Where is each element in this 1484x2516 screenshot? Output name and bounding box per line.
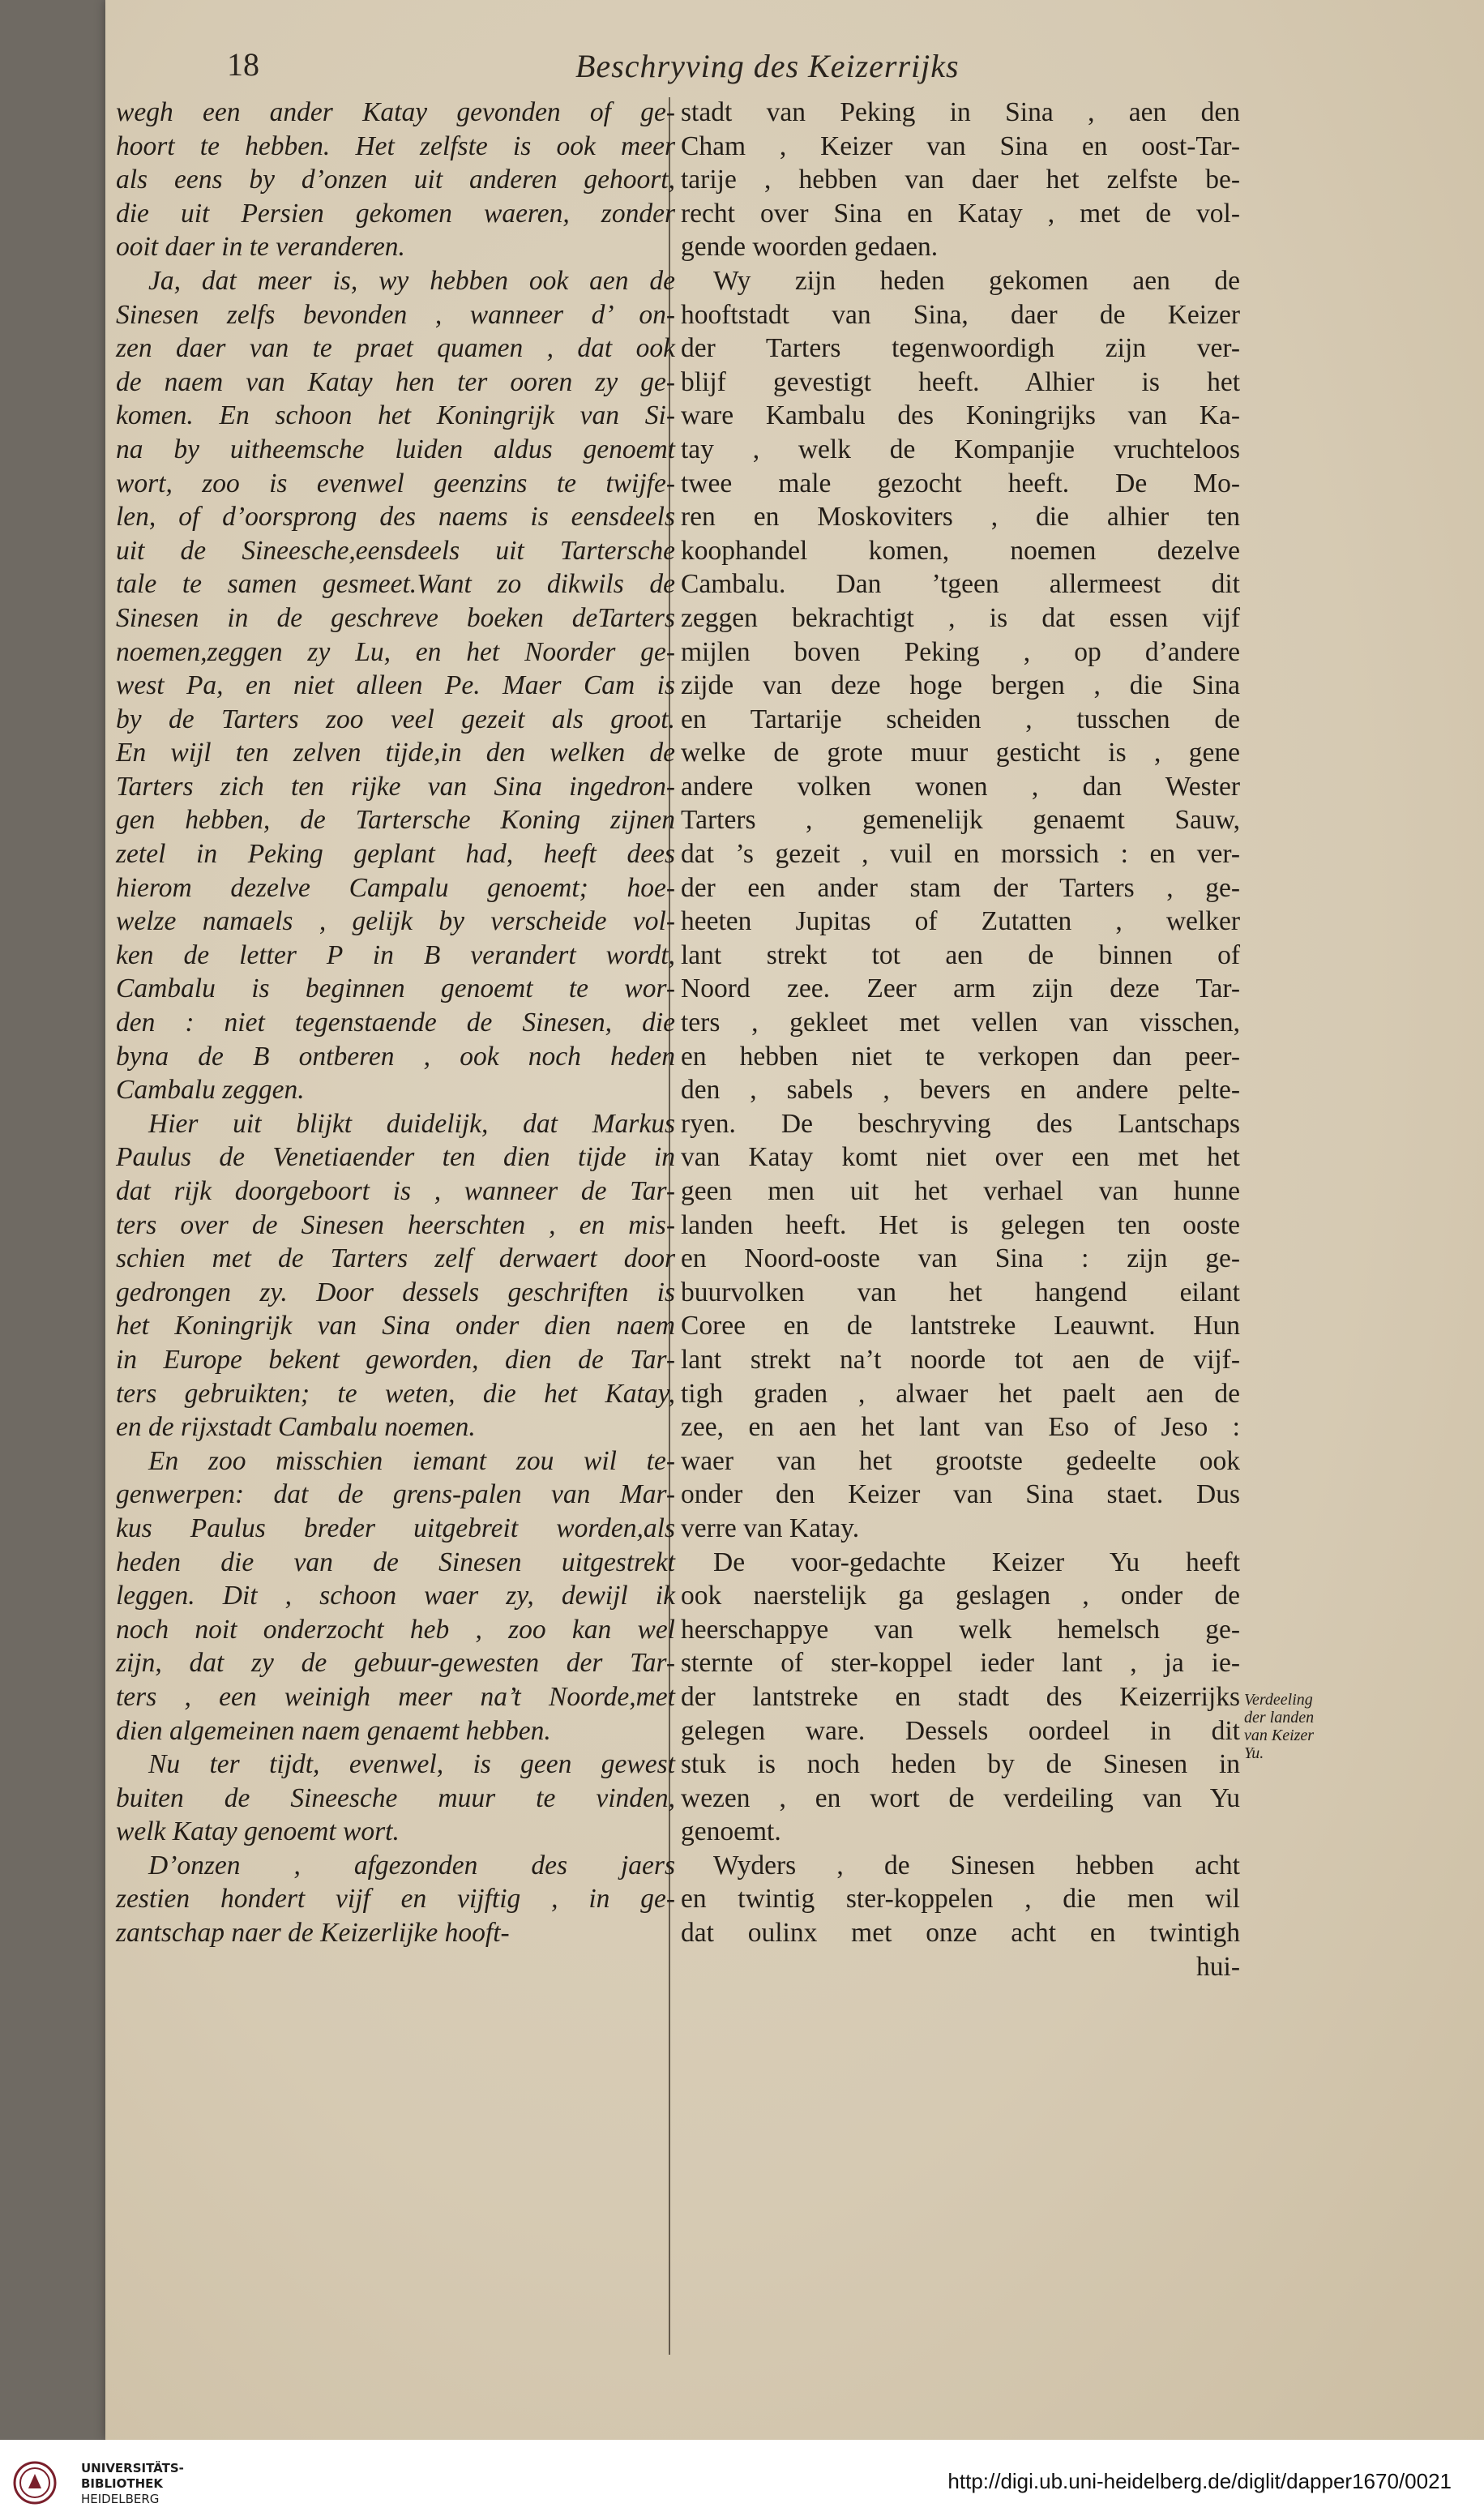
text-line: zantschap naer de Keizerlijke hooft- xyxy=(116,1918,510,1949)
text-line: Hier uit blijkt duidelijk, dat Markus xyxy=(148,1108,675,1139)
right-column xyxy=(681,96,1240,1983)
text-line: die uit Persien gekomen waeren, zonder xyxy=(116,198,675,229)
text-line: der een ander stam der Tarters , ge- xyxy=(681,872,1240,903)
text-line: byna de B ontberen , ook noch heden xyxy=(116,1041,675,1072)
page-number: 18 xyxy=(227,46,259,83)
text-line: tale te samen gesmeet.Want zo dikwils de xyxy=(116,569,675,600)
text-line: En wijl ten zelven tijde,in den welken de xyxy=(116,738,675,768)
text-line: der lantstreke en stadt des Keizerrijks xyxy=(681,1681,1240,1712)
text-line: hoort te hebben. Het zelfste is ook meer xyxy=(116,131,675,161)
text-line: den : niet tegenstaende de Sinesen, die xyxy=(116,1008,675,1038)
text-line: Ja, dat meer is, wy hebben ook aen de xyxy=(148,265,675,296)
university-seal-icon xyxy=(13,2461,57,2505)
text-line: verre van Katay. xyxy=(681,1513,860,1543)
text-line: Cambalu is beginnen genoemt te wor- xyxy=(116,973,675,1004)
text-line: zetel in Peking geplant had, heeft dees xyxy=(116,839,675,870)
text-line: zestien hondert vijf en vijftig , in ge- xyxy=(116,1884,675,1915)
text-line: Coree en de lantstreke Leauwnt. Hun xyxy=(681,1311,1240,1341)
text-line: komen. En schoon het Koningrijk van Si- xyxy=(116,400,675,431)
text-line: der Tarters tegenwoordigh zijn ver- xyxy=(681,333,1240,364)
marginal-note-line: Yu. xyxy=(1244,1744,1264,1762)
text-line: heerschappye van welk hemelsch ge- xyxy=(681,1614,1240,1645)
marginal-note-line: der landen xyxy=(1244,1709,1315,1727)
library-line: HEIDELBERG xyxy=(81,2492,160,2506)
text-line: na by uitheemsche luiden aldus genoemt xyxy=(116,434,675,464)
text-line: dien algemeinen naem genaemt hebben. xyxy=(116,1715,551,1746)
text-line: gedrongen zy. Door dessels geschriften is xyxy=(116,1277,675,1307)
text-line: kus Paulus breder uitgebreit worden,als xyxy=(116,1513,675,1543)
source-url-link[interactable]: http://digi.ub.uni-heidelberg.de/diglit/dapper1670/0021 xyxy=(947,2469,1452,2493)
marginal-note-line: van Keizer xyxy=(1244,1727,1315,1744)
text-line: buurvolken van het hangend eilant xyxy=(681,1277,1240,1307)
text-line: zen daer van te praet quamen , dat ook xyxy=(116,333,675,364)
text-line: hui- xyxy=(1196,1951,1240,1982)
text-line: Noord zee. Zeer arm zijn deze Tar- xyxy=(681,973,1240,1004)
text-line: ren en Moskoviters , die alhier ten xyxy=(681,502,1240,533)
text-line: welk Katay genoemt wort. xyxy=(116,1816,400,1847)
text-line: gen hebben, de Tartersche Koning zijnen xyxy=(116,805,675,836)
viewer-footer xyxy=(0,2440,1484,2516)
text-line: lant strekt na’t noorde tot aen de vijf- xyxy=(681,1344,1240,1375)
text-line: gende woorden gedaen. xyxy=(681,232,939,263)
text-line: dat rijk doorgeboort is , wanneer de Tar- xyxy=(116,1176,675,1206)
text-line: recht over Sina en Katay , met de vol- xyxy=(681,198,1240,229)
text-line: wort, zoo is evenwel geenzins te twijfe- xyxy=(116,468,675,498)
text-line: ryen. De beschryving des Lantschaps xyxy=(681,1108,1240,1139)
text-line: gelegen ware. Dessels oordeel in dit xyxy=(681,1715,1240,1746)
text-line: tarije , hebben van daer het zelfste be- xyxy=(681,165,1240,195)
text-line: leggen. Dit , schoon waer zy, dewijl ik xyxy=(116,1581,675,1611)
text-line: hooftstadt van Sina, daer de Keizer xyxy=(681,299,1240,330)
text-line: noemen,zeggen zy Lu, en het Noorder ge- xyxy=(116,636,675,667)
text-line: Paulus de Venetiaender ten dien tijde in xyxy=(116,1142,675,1173)
text-line: stuk is noch heden by de Sinesen in xyxy=(681,1749,1240,1780)
text-line: ooit daer in te veranderen. xyxy=(116,232,405,263)
text-line: ters , gekleet met vellen van visschen, xyxy=(681,1008,1240,1038)
text-line: welke de grote muur gesticht is , gene xyxy=(681,738,1240,768)
text-line: wegh een ander Katay gevonden of ge- xyxy=(116,97,675,127)
text-line: landen heeft. Het is gelegen ten ooste xyxy=(681,1209,1240,1240)
text-line: ken de letter P in B verandert wordt, xyxy=(116,939,675,970)
text-line: Sinesen zelfs bevonden , wanneer d’ on- xyxy=(116,299,675,330)
text-line: Cham , Keizer van Sina en oost-Tar- xyxy=(681,131,1240,161)
text-line: De voor-gedachte Keizer Yu heeft xyxy=(713,1547,1240,1577)
text-line: ook naerstelijk ga geslagen , onder de xyxy=(681,1581,1240,1611)
text-line: als eens by d’onzen uit anderen gehoort, xyxy=(116,165,675,195)
text-line: En zoo misschien iemant zou wil te- xyxy=(148,1445,675,1476)
text-line: andere volken wonen , dan Wester xyxy=(681,771,1240,802)
text-line: noch noit onderzocht heb , zoo kan wel xyxy=(116,1614,675,1645)
text-line: uit de Sineesche,eensdeels uit Tartersche xyxy=(116,535,675,566)
text-line: genwerpen: dat de grens-palen van Mar- xyxy=(116,1479,675,1510)
paragraph xyxy=(681,1849,1240,1983)
text-line: en de rijxstadt Cambalu noemen. xyxy=(116,1412,476,1443)
text-line: heden die van de Sinesen uitgestrekt xyxy=(116,1547,675,1577)
text-line: twee male gezocht heeft. De Mo- xyxy=(681,468,1240,498)
text-line: genoemt. xyxy=(681,1816,781,1847)
text-line: geen men uit het verhael van hunne xyxy=(681,1176,1240,1206)
text-line: ters gebruikten; te weten, die het Katay, xyxy=(116,1378,675,1409)
text-line: zijn, dat zy de gebuur-gewesten der Tar- xyxy=(116,1648,675,1679)
text-line: het Koningrijk van Sina onder dien naem xyxy=(116,1311,675,1341)
text-line: Wyders , de Sinesen hebben acht xyxy=(713,1850,1240,1881)
paragraph xyxy=(116,96,675,264)
text-line: en Tartarije scheiden , tusschen de xyxy=(681,704,1240,734)
text-line: in Europe bekent geworden, dien de Tar- xyxy=(116,1344,675,1375)
text-line: Sinesen in de geschreve boeken deTarters xyxy=(116,602,675,633)
text-line: zeggen bekrachtigt , is dat essen vijf xyxy=(681,602,1240,633)
text-line: welze namaels , gelijk by verscheide vol- xyxy=(116,906,675,937)
text-line: en Noord-ooste van Sina : zijn ge- xyxy=(681,1243,1240,1274)
paragraph xyxy=(681,96,1240,264)
running-title: Beschryving des Keizerrijks xyxy=(575,48,960,84)
text-line: en hebben niet te verkopen dan peer- xyxy=(681,1041,1240,1072)
text-line: waer van het grootste gedeelte ook xyxy=(681,1445,1240,1476)
text-line: ters , een weinigh meer na’t Noorde,met xyxy=(116,1681,675,1712)
text-line: tay , welk de Kompanjie vruchteloos xyxy=(681,434,1240,464)
text-line: stadt van Peking in Sina , aen den xyxy=(681,97,1240,127)
text-line: dat oulinx met onze acht en twintigh xyxy=(681,1918,1240,1949)
text-line: buiten de Sineesche muur te vinden, xyxy=(116,1782,675,1813)
text-line: tigh graden , alwaer het paelt aen de xyxy=(681,1378,1240,1409)
text-line: sternte of ster-koppel ieder lant , ja ie- xyxy=(681,1648,1240,1679)
marginal-note-line: Verdeeling xyxy=(1244,1691,1313,1709)
text-line: ware Kambalu des Koningrijks van Ka- xyxy=(681,400,1240,431)
text-line: van Katay komt niet over een met het xyxy=(681,1142,1240,1173)
paragraph xyxy=(116,1748,675,1849)
text-line: wezen , en wort de verdeiling van Yu xyxy=(681,1782,1240,1813)
text-line: mijlen boven Peking , op d’andere xyxy=(681,636,1240,667)
text-line: zee, en aen het lant van Eso of Jeso : xyxy=(681,1412,1240,1443)
text-line: Nu ter tijdt, evenwel, is geen gewest xyxy=(148,1749,675,1780)
text-line: Wy zijn heden gekomen aen de xyxy=(713,265,1240,296)
text-line: west Pa, en niet alleen Pe. Maer Cam is xyxy=(116,670,675,701)
library-name xyxy=(81,2461,184,2507)
text-line: hierom dezelve Campalu genoemt; hoe- xyxy=(116,872,675,903)
text-line: Cambalu zeggen. xyxy=(116,1075,305,1106)
text-line: zijde van deze hoge bergen , die Sina xyxy=(681,670,1240,701)
text-line: de naem van Katay hen ter ooren zy ge- xyxy=(116,366,675,397)
paragraph xyxy=(116,1444,675,1748)
text-line: dat ’s gezeit , vuil en morssich : en ver- xyxy=(681,839,1240,870)
text-line: by de Tarters zoo veel gezeit als groot. xyxy=(116,704,675,734)
text-line: schien met de Tarters zelf derwaert door xyxy=(116,1243,675,1274)
left-column xyxy=(116,96,675,1950)
text-line: lant strekt tot aen de binnen of xyxy=(681,939,1240,970)
text-line: Tarters zich ten rijke van Sina ingedron- xyxy=(116,771,675,802)
text-line: onder den Keizer van Sina staet. Dus xyxy=(681,1479,1240,1510)
text-line: en twintig ster-koppelen , die men wil xyxy=(681,1884,1240,1915)
text-line: ters over de Sinesen heerschten , en mis- xyxy=(116,1209,675,1240)
marginal-note xyxy=(1244,1691,1349,1762)
paragraph xyxy=(681,1546,1240,1849)
running-head xyxy=(227,45,1368,94)
text-line: Tarters , gemenelijk genaemt Sauw, xyxy=(681,805,1240,836)
text-line: koophandel komen, noemen dezelve xyxy=(681,535,1240,566)
paragraph xyxy=(116,1107,675,1444)
text-line: blijf gevestigt heeft. Alhier is het xyxy=(681,366,1240,397)
text-line: den , sabels , bevers en andere pelte- xyxy=(681,1075,1240,1106)
paragraph xyxy=(116,1849,675,1950)
text-line: D’onzen , afgezonden des jaers xyxy=(148,1850,675,1881)
text-line: Cambalu. Dan ’tgeen allermeest dit xyxy=(681,569,1240,600)
text-line: heeten Jupitas of Zutatten , welker xyxy=(681,906,1240,937)
paragraph xyxy=(681,264,1240,1546)
library-line: UNIVERSITÄTS- xyxy=(81,2461,184,2475)
text-line: len, of d’oorsprong des naems is eensdeels xyxy=(116,502,675,533)
paragraph xyxy=(116,264,675,1107)
library-line: BIBLIOTHEK xyxy=(81,2476,163,2491)
